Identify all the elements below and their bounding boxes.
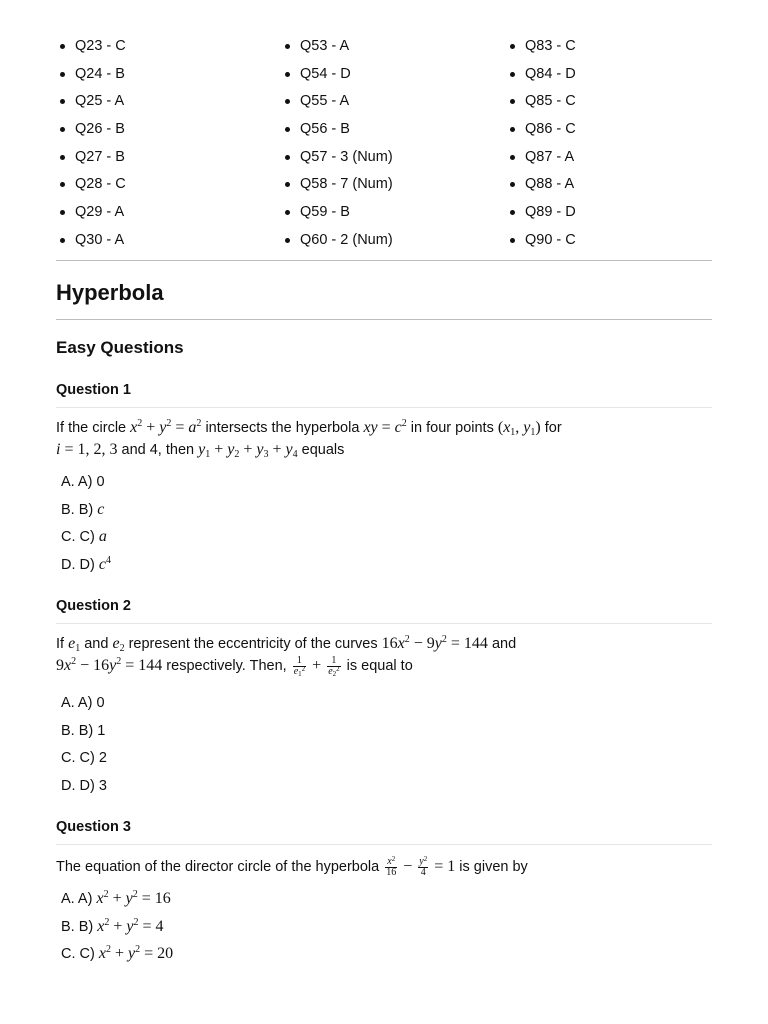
option-label: A. A) 0: [61, 474, 105, 490]
option-label: C. C): [61, 946, 99, 963]
answer-key-item: Q86 - C: [506, 117, 726, 145]
math-expression: xy = $c^2$: [363, 418, 407, 436]
divider: [56, 844, 712, 845]
divider: [56, 623, 712, 624]
answer-key-item: Q25 - A: [56, 89, 276, 117]
answer-key-item: Q53 - A: [281, 34, 501, 62]
option-label: C. C) 2: [61, 750, 107, 767]
math-expression: $\frac{x^2}{16}$ − $\frac{y^2}{4}$ = 1: [386, 854, 456, 878]
option-label: B. B): [61, 918, 98, 935]
option-a[interactable]: [61, 692, 107, 720]
option-label: D. D): [61, 557, 99, 574]
math-expression: c: [97, 500, 105, 518]
answer-key-column-3: [506, 34, 726, 256]
math-expression: $c^4$: [98, 555, 111, 574]
question-1-title: Question 1: [56, 382, 131, 398]
answer-key-item: Q59 - B: [281, 200, 501, 228]
question-3-title: Question 3: [56, 819, 131, 835]
answer-key-item: Q27 - B: [56, 145, 276, 173]
option-c[interactable]: [61, 943, 173, 971]
answer-key-item: Q88 - A: [506, 172, 726, 200]
answer-key-item: Q90 - C: [506, 228, 726, 256]
option-a[interactable]: [61, 471, 111, 499]
question-text-part: and: [80, 636, 113, 652]
question-1-options: [61, 471, 111, 582]
option-label: B. B) 1: [61, 722, 106, 739]
question-3-text: [56, 856, 716, 878]
divider: [56, 319, 712, 320]
question-text-part: for: [540, 420, 562, 436]
answer-key-item: Q57 - 3 (Num): [281, 145, 501, 173]
option-c[interactable]: [61, 747, 107, 775]
divider: [56, 260, 712, 261]
option-a[interactable]: [61, 888, 173, 916]
answer-key-item: Q60 - 2 (Num): [281, 228, 501, 256]
answer-key-item: Q26 - B: [56, 117, 276, 145]
answer-key-item: Q83 - C: [506, 34, 726, 62]
option-d[interactable]: [61, 554, 111, 582]
question-text-part: in four points: [406, 420, 498, 436]
question-text-part: The equation of the director circle of the hyperbola: [56, 859, 384, 875]
option-b[interactable]: [61, 720, 107, 748]
answer-key-column-1: [56, 34, 276, 256]
question-text-part: represent the eccentricity of the curves: [124, 636, 382, 652]
option-c[interactable]: [61, 526, 111, 554]
math-expression: $x^2 + y^2 = 20$: [98, 944, 174, 963]
answer-key-column-2: [281, 34, 501, 256]
option-label: C. C): [61, 529, 99, 546]
math-expression: $x^2 + y^2 = a^2$: [130, 418, 202, 436]
question-text-part: respectively. Then,: [162, 658, 291, 674]
math-expression: i = 1, 2, 3: [56, 441, 118, 458]
question-text-part: is given by: [455, 859, 528, 875]
answer-key-item: Q58 - 7 (Num): [281, 172, 501, 200]
math-expression: a: [98, 528, 107, 546]
question-text-part: If the circle: [56, 420, 131, 436]
option-label: D. D) 3: [61, 778, 107, 795]
question-2-title: Question 2: [56, 598, 131, 614]
answer-key-item: Q30 - A: [56, 228, 276, 256]
answer-key-item: Q24 - B: [56, 62, 276, 90]
answer-key-item: Q56 - B: [281, 117, 501, 145]
answer-key-item: Q87 - A: [506, 145, 726, 173]
math-expression: $y_1 + y_2 + y_3 + y_4$: [198, 441, 298, 460]
answer-key-item: Q84 - D: [506, 62, 726, 90]
option-label: B. B): [61, 501, 98, 518]
question-1-text: [56, 417, 716, 461]
question-text-part: equals: [297, 442, 345, 458]
option-label: A. A) 0: [61, 695, 105, 711]
question-2-options: [61, 692, 107, 803]
answer-key-item: Q29 - A: [56, 200, 276, 228]
math-expression: $e_1$: [68, 635, 81, 654]
answer-key-item: Q55 - A: [281, 89, 501, 117]
math-expression: $9x^2 - 16y^2 = 144$: [56, 656, 163, 674]
section-title: Hyperbola: [56, 280, 164, 305]
option-b[interactable]: [61, 499, 111, 527]
answer-key-item: Q23 - C: [56, 34, 276, 62]
question-3-options: [61, 888, 173, 971]
option-label: A. A): [61, 891, 97, 907]
math-expression: $e_2$: [112, 635, 125, 654]
math-expression: $\frac{1}{e_1^2}$ + $\frac{1}{e_2^2}$: [293, 654, 340, 678]
answer-key-item: Q54 - D: [281, 62, 501, 90]
answer-key-item: Q28 - C: [56, 172, 276, 200]
question-2-text: [56, 633, 716, 677]
divider: [56, 407, 712, 408]
question-text-part: and: [487, 636, 517, 652]
question-text-part: and 4, then: [117, 442, 199, 458]
answer-key-item: Q85 - C: [506, 89, 726, 117]
question-text-part: is equal to: [342, 658, 413, 674]
answer-key-item: Q89 - D: [506, 200, 726, 228]
question-text-part: If: [56, 636, 69, 652]
answer-key-grid: [56, 34, 716, 254]
math-expression: $x^2 + y^2 = 4$: [97, 916, 164, 935]
math-expression: $x^2 + y^2 = 16$: [96, 889, 171, 907]
math-expression: ($x_1$, $y_1$): [497, 419, 541, 438]
math-expression: $16x^2 - 9y^2 = 144$: [381, 634, 488, 652]
subsection-title: Easy Questions: [56, 338, 184, 357]
option-b[interactable]: [61, 916, 173, 944]
question-text-part: intersects the hyperbola: [201, 420, 364, 436]
option-d[interactable]: [61, 775, 107, 803]
